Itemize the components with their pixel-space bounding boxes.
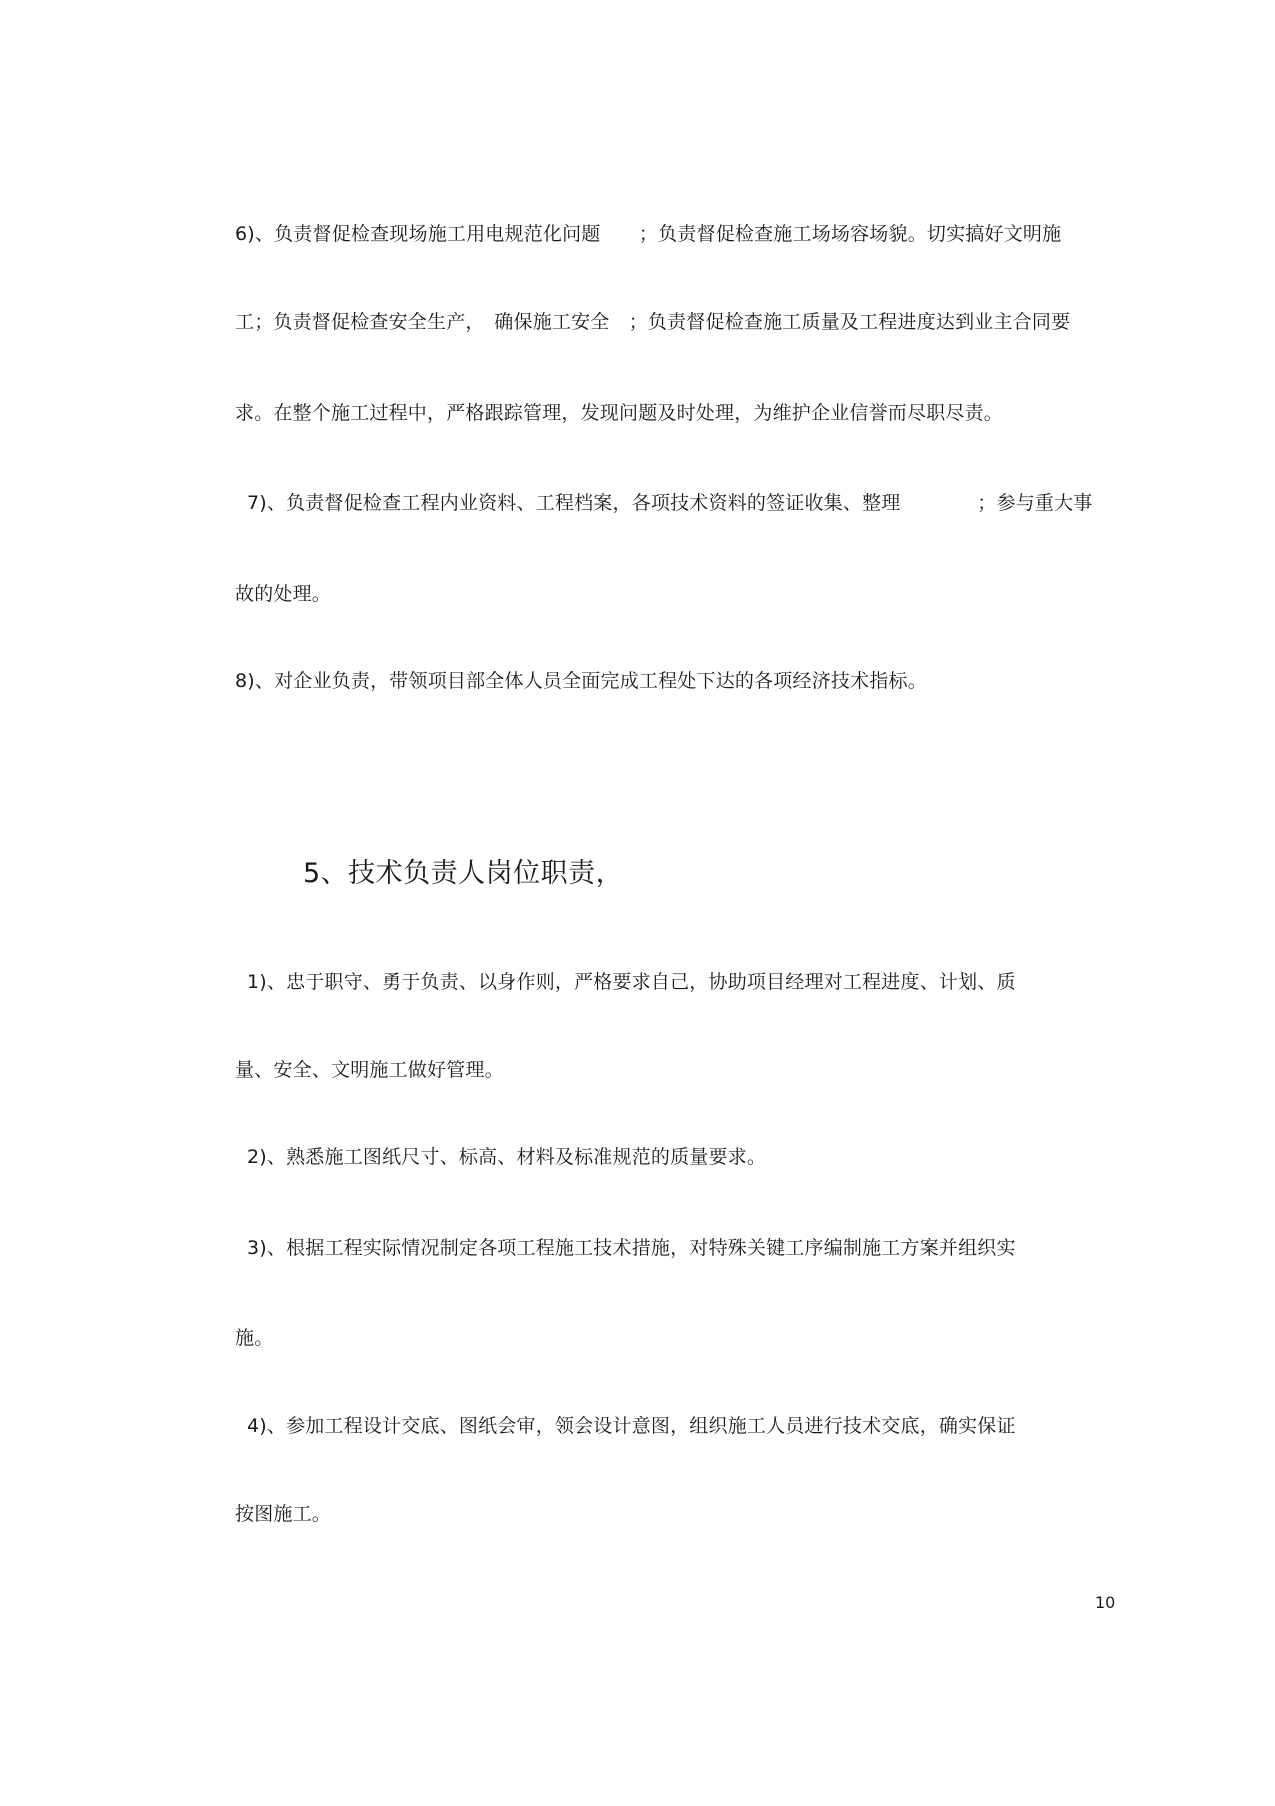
item-6-line-3: 求。在整个施工过程中，严格跟踪管理，发现问题及时处理，为维护企业信誉而尽职尽责。 [235, 402, 1004, 424]
sec5-item-3-line-2: 施。 [235, 1327, 274, 1349]
sec5-item-4-line-1: 4)、参加工程设计交底、图纸会审，领会设计意图，组织施工人员进行技术交底，确实保证 [247, 1415, 1016, 1437]
item-6-line-1: 6)、负责督促检查现场施工用电规范化问题 ；负责督促检查施工场场容场貌。切实搞好文明施 [235, 223, 1062, 245]
sec5-item-2-line-1: 2)、熟悉施工图纸尺寸、标高、材料及标准规范的质量要求。 [247, 1146, 767, 1168]
sec5-item-1-line-2: 量、安全、文明施工做好管理。 [235, 1059, 504, 1081]
item-7-line-2: 故的处理。 [235, 583, 332, 605]
sec5-item-1-line-1: 1)、忠于职守、勇于负责、以身作则，严格要求自己，协助项目经理对工程进度、计划、质 [247, 971, 1016, 993]
item-8-line-1: 8)、对企业负责，带领项目部全体人员全面完成工程处下达的各项经济技术指标。 [235, 670, 927, 692]
sec5-item-4-line-2: 按图施工。 [235, 1503, 332, 1525]
item-6-line-2: 工；负责督促检查安全生产， 确保施工安全 ；负责督促检查施工质量及工程进度达到业主合同要 [235, 311, 1071, 333]
sec5-item-3-line-1: 3)、根据工程实际情况制定各项工程施工技术措施，对特殊关键工序编制施工方案并组织实 [247, 1237, 1016, 1259]
section-5-heading: 5、技术负责人岗位职责， [303, 858, 624, 889]
page-number: 10 [1095, 1593, 1116, 1612]
item-7-line-1: 7)、负责督促检查工程内业资料、工程档案，各项技术资料的签证收集、整理 ；参与重大事 [247, 492, 1093, 514]
